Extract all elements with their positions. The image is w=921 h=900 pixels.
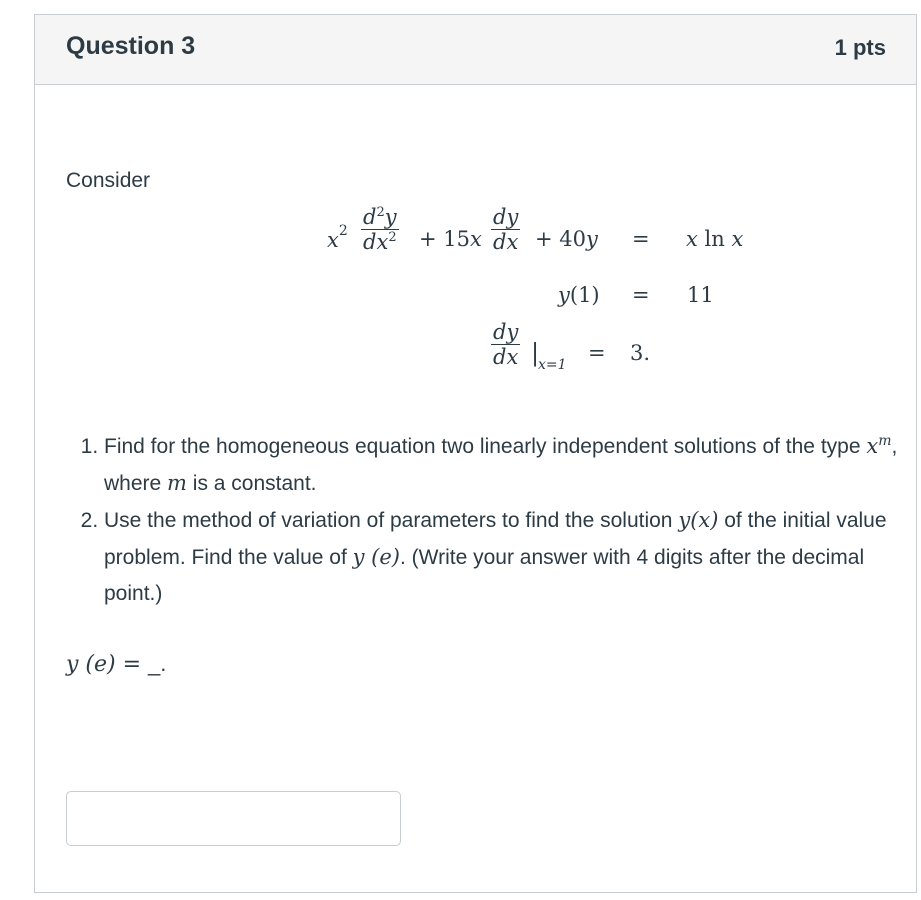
question-points: 1 pts [834, 35, 886, 60]
eq-rhs-1: x ln x [686, 227, 744, 251]
eq-term3: + 40y [535, 227, 598, 251]
eq-eval-bar: | [531, 339, 540, 367]
question-title: Question 3 [66, 32, 196, 60]
eq-y1: y(1) [558, 283, 600, 307]
eq-frac-dy-dx-2: $\frac{dy}{dx}$ [493, 320, 519, 369]
eq-frac-d2y: $\frac{d^2y}{dx^2}$ [363, 205, 397, 254]
eq-term2: + 15x [419, 227, 482, 251]
intro-text: Consider [66, 169, 151, 192]
eq-rhs-2: 11 [687, 283, 714, 307]
answer-prompt [66, 651, 166, 677]
eq-equals-1: = [632, 227, 650, 251]
eq-rhs-3: 3. [630, 341, 651, 365]
answer-eq: = [115, 652, 149, 677]
question-card [34, 14, 917, 893]
eq-equals-3: = [588, 341, 606, 365]
eq-equals-2: = [632, 283, 650, 307]
answer-input[interactable] [66, 791, 401, 846]
eq-x: x [327, 228, 339, 252]
eq-frac-dy-dx: $\frac{dy}{dx}$ [493, 205, 519, 254]
eq-x-exp: 2 [338, 223, 348, 239]
answer-blank: _. [148, 651, 167, 676]
instructions-list [79, 423, 921, 612]
eq-eval-sub: x=1 [538, 357, 567, 373]
question-header [35, 15, 916, 85]
answer-lhs: y (e) [66, 652, 116, 677]
list-item: 1. Find for the homogeneous equation two linearly independent solutions of the type $x^m$, where m is a constant. [104, 423, 921, 502]
list-item: 2. Use the method of variation of parameters to find the solution y(x) of the initial value problem. Find the value of y (e). (Write your answer with 4 digits after the decimal point.) [104, 502, 921, 612]
